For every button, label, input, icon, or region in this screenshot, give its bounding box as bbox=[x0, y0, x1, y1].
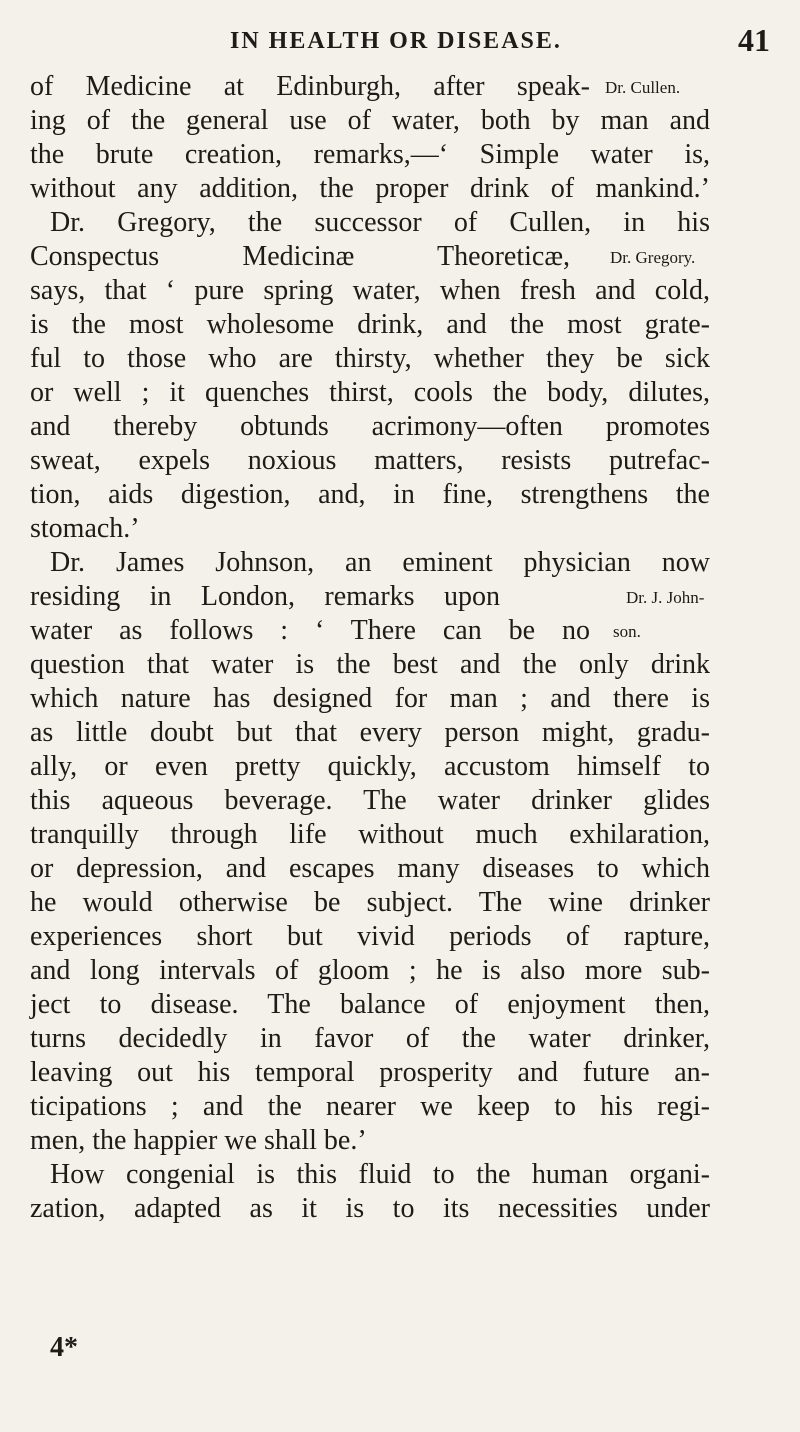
text-line: water as follows : ‘ There can be no son. bbox=[30, 614, 790, 648]
text-line: Conspectus Medicinæ Theoreticæ, Dr. Gregory. bbox=[30, 240, 790, 274]
text-line: ticipations ; and the nearer we keep to his regi- bbox=[30, 1091, 710, 1122]
text-line: or well ; it quenches thirst, cools the body, dilutes, bbox=[30, 377, 710, 408]
text-line: turns decidedly in favor of the water drinker, bbox=[30, 1023, 710, 1054]
text-line: of Medicine at Edinburgh, after speak- Dr. Cullen. bbox=[30, 70, 790, 104]
text-line: he would otherwise be subject. The wine drinker bbox=[30, 887, 710, 918]
running-title: IN HEALTH OR DISEASE. bbox=[230, 28, 562, 54]
text-line: sweat, expels noxious matters, resists putrefac- bbox=[30, 445, 710, 476]
margin-note: Dr. Gregory. bbox=[610, 248, 696, 267]
margin-note: Dr. J. John- bbox=[626, 588, 705, 607]
text-line: tranquilly through life without much exhilaration, bbox=[30, 819, 710, 850]
page-number: 41 bbox=[738, 22, 770, 58]
margin-note: Dr. Cullen. bbox=[605, 78, 681, 97]
text-line: zation, adapted as it is to its necessities under bbox=[30, 1193, 710, 1224]
text-line: ject to disease. The balance of enjoyment then, bbox=[30, 989, 710, 1020]
text-line: ful to those who are thirsty, whether they be sick bbox=[30, 343, 710, 374]
signature-mark: 4* bbox=[50, 1332, 78, 1363]
text-line: which nature has designed for man ; and there is bbox=[30, 683, 710, 714]
page-header bbox=[230, 22, 770, 66]
text-line: without any addition, the proper drink of mankind.’ bbox=[30, 173, 710, 204]
text-line: this aqueous beverage. The water drinker glides bbox=[30, 785, 710, 816]
text-line: the brute creation, remarks,—‘ Simple water is, bbox=[30, 139, 710, 170]
text-line: ally, or even pretty quickly, accustom himself to bbox=[30, 751, 710, 782]
text-line: Dr. Gregory, the successor of Cullen, in his bbox=[50, 207, 710, 238]
text-line: question that water is the best and the only drink bbox=[30, 649, 710, 680]
text-line: and long intervals of gloom ; he is also more sub- bbox=[30, 955, 710, 986]
text-line: experiences short but vivid periods of rapture, bbox=[30, 921, 710, 952]
text-line: ing of the general use of water, both by man and bbox=[30, 105, 710, 136]
text-line: is the most wholesome drink, and the most grate- bbox=[30, 309, 710, 340]
text-line: says, that ‘ pure spring water, when fresh and cold, bbox=[30, 275, 710, 306]
text-line: or depression, and escapes many diseases to which bbox=[30, 853, 710, 884]
body-text bbox=[30, 70, 790, 1226]
text-line: and thereby obtunds acrimony—often promotes bbox=[30, 411, 710, 442]
text-line: men, the happier we shall be.’ bbox=[30, 1125, 367, 1156]
margin-note: son. bbox=[613, 622, 641, 641]
text-line: tion, aids digestion, and, in fine, strengthens the bbox=[30, 479, 710, 510]
text-line: as little doubt but that every person might, gradu- bbox=[30, 717, 710, 748]
text-line: Dr. James Johnson, an eminent physician now bbox=[50, 547, 710, 578]
text-line: residing in London, remarks upon Dr. J. John- bbox=[30, 580, 790, 614]
text-line: leaving out his temporal prosperity and future an- bbox=[30, 1057, 710, 1088]
text-line: How congenial is this fluid to the human organi- bbox=[50, 1159, 710, 1190]
text-line: stomach.’ bbox=[30, 513, 140, 544]
